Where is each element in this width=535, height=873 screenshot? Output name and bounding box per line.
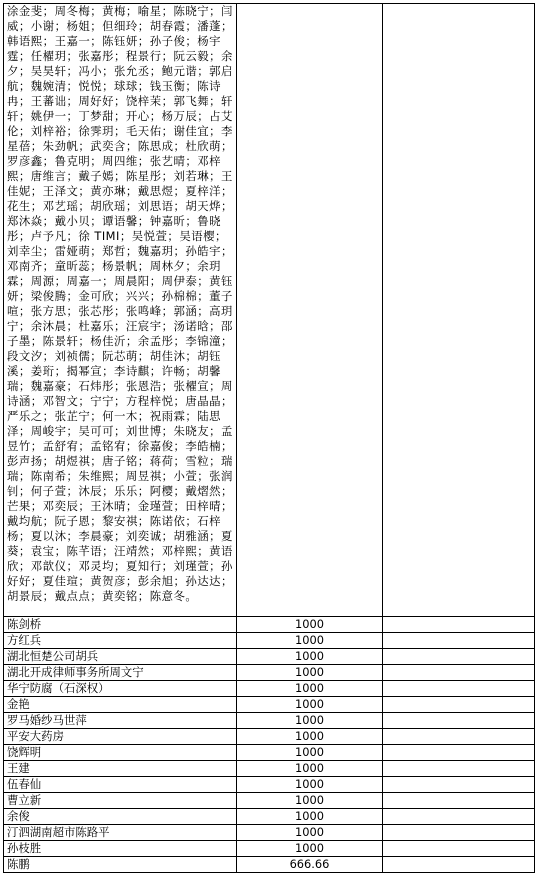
note-cell[interactable] bbox=[383, 649, 535, 665]
table-row bbox=[4, 793, 535, 809]
donor-name-cell[interactable]: 伍春仙 bbox=[4, 777, 237, 793]
note-cell[interactable] bbox=[383, 713, 535, 729]
donation-table bbox=[3, 3, 535, 873]
group-names-cell[interactable]: 涂金斐；周冬梅；黄梅；喻星；陈晓宁；闫威；小谢；杨姐；但细玲；胡春霞；潘蓬；韩语熙；王嘉一；陈钰妍；孙子俊；杨宇霆；任櫂玥；张嘉彤；程景行；阮云毅；余夕；吴昊轩；冯小；张允丞；鲍元谐；郭启航；魏婉清；悦悦；球球；钱玉衡；陈诗冉；王蕃诎；周好好；饶梓茉；郭飞舞；轩轩；姚伊一；丁梦甜；开心；杨万辰；占艾伦；刘梓裕；徐霁玥；毛天佑；谢佳宜；李星蓓；朱劲帆；武奕含；陈思成；杜欣萌；罗彦鑫；鲁克明；周四维；张艺晴；邓梓熙；唐维言；戴子嫣；陈星彤；刘若琳；王佳妮；王泽文；黄亦琳；戴思煜；夏梓洋；花生；邓艺瑶；胡欣瑶；刘思语；胡天烨；郑沐焱；戴小贝；谭语馨；钟嘉昕；鲁晓彤；卢予凡；徐 TIMI；吴悦萱；吴语樱；刘幸尘；雷娅萌；郑哲；魏嘉玥；孙皓宇；邓南齐；童昕蕊；杨景帆；周林夕；余玥霖；周源；周嘉一；周晨阳；周伊泰；黄钰妍；梁俊腾；金可欣；兴兴；孙棉棉；董子喧；张方思；张芯彤；张鸣峰；郭涵；高玥宁；余沐晨；杜嘉乐；汪宸宇；汤诺晗；邵子墨；陈景轩；杨佳沂；余孟彤；李锦潼；段文汐；刘祯儒；阮芯萌；胡佳沐；胡钰溪；姜珩；揭幂宣；李诗麒；许畅；胡馨瑞；魏嘉豪；石炜彤；张恩浩；张櫂宣；周诗涵；邓智文；宁宁；方程梓悦；唐晶晶；严乐之；张芷宁；何一木；祝雨霖；陆思泽；周峻宇；吴可可；刘世博；朱晓友；孟昱竹；孟舒宥；孟铭宥；徐嘉俊；李皓楠；彭声扬；胡煜祺；唐子铭；蒋荷；雪粒；瑞瑞；陈南希；朱维熙；周昱祺；小萱；张润钊；何子萱；沐辰；乐乐；阿樱；戴熠然；芒果；邓奕辰；王沐晴；金瑾萱；田梓晴；戴均航；阮子恩；黎安祺；陈诺依；石梓杨；夏以沐；李晨豪；刘奕诚；胡雅涵；夏葵；袁宝；陈芊语；汪靖然；邓梓熙；黄语欣；邓歆仪；邓灵均；夏知行；刘瑾萱；孙好好；夏佳瑄；黄贺彦；彭余旭；孙达达；胡景辰；戴点点；黄奕铭；陈意冬。 bbox=[4, 4, 237, 617]
table-row bbox=[4, 681, 535, 697]
donation-amount-cell[interactable]: 1000 bbox=[237, 777, 383, 793]
note-cell[interactable] bbox=[383, 665, 535, 681]
donation-amount-cell[interactable]: 1000 bbox=[237, 633, 383, 649]
note-cell[interactable] bbox=[383, 825, 535, 841]
table-row bbox=[4, 841, 535, 857]
table-row bbox=[4, 825, 535, 841]
donor-name-cell[interactable]: 汀泗湖南超市陈路平 bbox=[4, 825, 237, 841]
donation-amount-cell[interactable]: 1000 bbox=[237, 809, 383, 825]
table-row bbox=[4, 857, 535, 873]
table-row bbox=[4, 665, 535, 681]
table-row bbox=[4, 761, 535, 777]
table-row bbox=[4, 777, 535, 793]
note-cell[interactable] bbox=[383, 617, 535, 633]
donation-amount-cell[interactable]: 1000 bbox=[237, 713, 383, 729]
donor-name-cell[interactable]: 湖北开成律师事务所周文宁 bbox=[4, 665, 237, 681]
donation-amount-cell[interactable]: 1000 bbox=[237, 761, 383, 777]
donor-name-cell[interactable]: 罗马婚纱马世萍 bbox=[4, 713, 237, 729]
donation-amount-cell[interactable]: 1000 bbox=[237, 825, 383, 841]
donation-amount-cell[interactable]: 1000 bbox=[237, 649, 383, 665]
table-row bbox=[4, 713, 535, 729]
donation-amount-cell[interactable]: 1000 bbox=[237, 745, 383, 761]
note-cell[interactable] bbox=[383, 729, 535, 745]
group-row bbox=[4, 4, 535, 617]
donation-amount-cell[interactable]: 666.66 bbox=[237, 857, 383, 873]
table-row bbox=[4, 697, 535, 713]
donor-name-cell[interactable]: 湖北恒楚公司胡兵 bbox=[4, 649, 237, 665]
table-row bbox=[4, 729, 535, 745]
donation-amount-cell[interactable]: 1000 bbox=[237, 617, 383, 633]
table-row bbox=[4, 633, 535, 649]
donation-amount-cell[interactable]: 1000 bbox=[237, 681, 383, 697]
note-cell[interactable] bbox=[383, 809, 535, 825]
donor-name-cell[interactable]: 平安大药房 bbox=[4, 729, 237, 745]
table-row bbox=[4, 809, 535, 825]
donor-name-cell[interactable]: 王建 bbox=[4, 761, 237, 777]
donor-name-cell[interactable]: 金艳 bbox=[4, 697, 237, 713]
note-cell[interactable] bbox=[383, 857, 535, 873]
donor-name-cell[interactable]: 陈剑桥 bbox=[4, 617, 237, 633]
donation-amount-cell[interactable]: 1000 bbox=[237, 841, 383, 857]
donor-name-cell[interactable]: 孙枝胜 bbox=[4, 841, 237, 857]
note-cell[interactable] bbox=[383, 681, 535, 697]
note-cell[interactable] bbox=[383, 761, 535, 777]
note-cell[interactable] bbox=[383, 633, 535, 649]
donor-name-cell[interactable]: 陈鹏 bbox=[4, 857, 237, 873]
table-row bbox=[4, 649, 535, 665]
donor-name-cell[interactable]: 余俊 bbox=[4, 809, 237, 825]
note-cell[interactable] bbox=[383, 793, 535, 809]
group-note-cell[interactable] bbox=[383, 4, 535, 617]
donation-amount-cell[interactable]: 1000 bbox=[237, 697, 383, 713]
donor-name-cell[interactable]: 华宁防腐（石深权） bbox=[4, 681, 237, 697]
table-row bbox=[4, 617, 535, 633]
note-cell[interactable] bbox=[383, 697, 535, 713]
table-row bbox=[4, 745, 535, 761]
donation-amount-cell[interactable]: 1000 bbox=[237, 729, 383, 745]
donation-amount-cell[interactable]: 1000 bbox=[237, 793, 383, 809]
note-cell[interactable] bbox=[383, 777, 535, 793]
donor-name-cell[interactable]: 饶辉明 bbox=[4, 745, 237, 761]
note-cell[interactable] bbox=[383, 841, 535, 857]
donation-amount-cell[interactable]: 1000 bbox=[237, 665, 383, 681]
note-cell[interactable] bbox=[383, 745, 535, 761]
donor-name-cell[interactable]: 曹立新 bbox=[4, 793, 237, 809]
group-amount-cell[interactable] bbox=[237, 4, 383, 617]
donor-name-cell[interactable]: 方红兵 bbox=[4, 633, 237, 649]
